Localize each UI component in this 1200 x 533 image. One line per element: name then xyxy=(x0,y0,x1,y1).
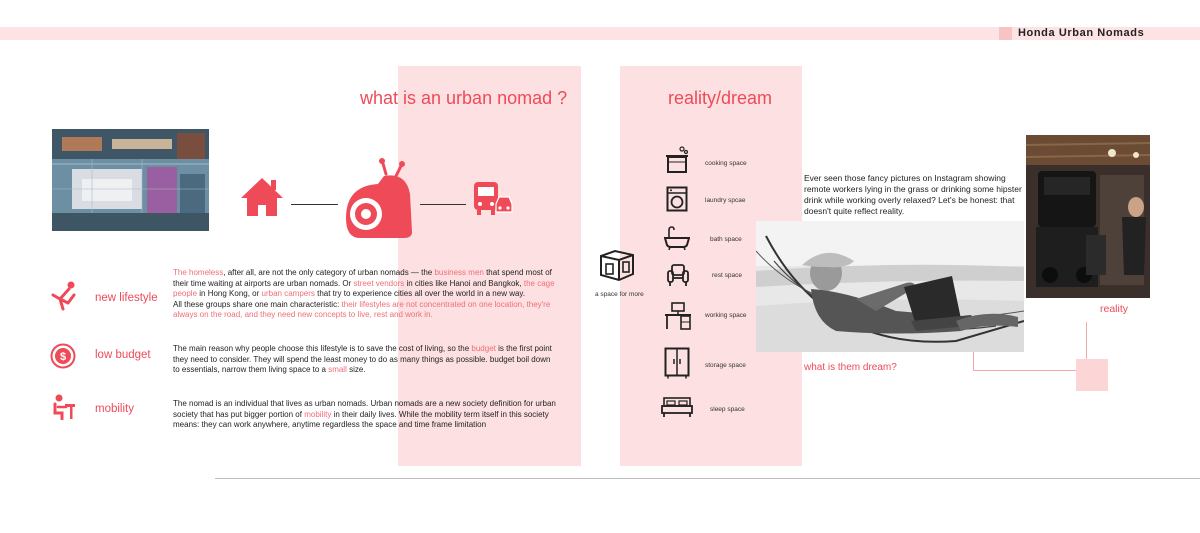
highlight-street-vendors: street vendors xyxy=(353,278,405,288)
highlight-homeless: The homeless xyxy=(173,268,224,277)
space-label-storage: storage space xyxy=(705,362,746,369)
space-label-bath: bath space xyxy=(710,236,742,243)
paragraph-text: that try to experience cities all over the world in a new way. xyxy=(314,289,526,298)
bottom-rule xyxy=(215,478,1200,479)
connector-vertical xyxy=(1086,322,1087,364)
highlight-cage-people: the cage people xyxy=(173,278,555,298)
stretching-person-icon xyxy=(50,281,78,311)
modular-space-icon xyxy=(597,248,637,284)
highlight-business-men: business men xyxy=(434,268,484,277)
bus-car-icon xyxy=(472,180,514,218)
decor-square xyxy=(1076,359,1108,391)
brand-title: Honda Urban Nomads xyxy=(1018,27,1145,39)
paragraph-text: , after all, are not the only category of urban nomads — the xyxy=(223,268,435,277)
paragraph-text: in Hong Kong, or xyxy=(197,289,262,298)
snail-icon xyxy=(344,158,416,240)
van-reality-photo xyxy=(1026,135,1150,298)
space-label-laundry: laundry spcae xyxy=(705,197,746,204)
paragraph-text: in their daily lives. While the mobility term itself in this society means: they can work anywhere, anytime regardless the space and time frame limitation xyxy=(173,409,549,429)
house-icon xyxy=(240,177,284,217)
washing-machine-icon xyxy=(666,186,688,212)
highlight-mobility: mobility xyxy=(304,409,332,419)
connector-line-right xyxy=(420,204,466,205)
space-label-sleep: sleep space xyxy=(710,406,745,413)
coin-budget-icon xyxy=(50,343,76,369)
paragraph-text: is the first point they need to consider. They will spend the least money to do as many things as possible. budget boil down to essentials, narrow them living space to a xyxy=(173,344,552,374)
paragraph-text: The main reason why people choose this lifestyle is to save the cost of living, so the xyxy=(173,344,472,353)
paragraph-text: The nomad is an individual that lives as urban nomads. Urban nomads are a new society definition for urban society that has put bigger portion of xyxy=(173,399,556,419)
dream-caption: what is them dream? xyxy=(804,362,897,373)
desk-icon xyxy=(664,302,692,330)
brand-marker xyxy=(999,27,1012,40)
space-label-working: working space xyxy=(705,312,747,319)
wardrobe-icon xyxy=(664,347,690,379)
highlight-budget: budget xyxy=(471,344,496,353)
hammock-dream-photo xyxy=(756,221,1024,352)
dream-description: Ever seen those fancy pictures on Instagram showing remote workers lying in the grass or drinking some hipster drink while working overly relaxed? Let's be honest: that doesn't quite reflect reality. xyxy=(804,173,1022,216)
bed-icon xyxy=(661,396,693,418)
cooking-pot-icon xyxy=(664,146,690,174)
paragraph-urban-nomad-groups xyxy=(173,268,558,321)
connector-line-left xyxy=(291,204,338,205)
space-for-more-label: a space for more xyxy=(595,291,644,298)
bathtub-icon xyxy=(664,226,690,250)
paragraph-text: that spend most of their time waiting at airports are urban nomads. Or xyxy=(173,268,552,288)
feature-label-new-lifestyle: new lifestyle xyxy=(95,292,158,304)
highlight-urban-campers: urban campers xyxy=(261,289,315,298)
paragraph-text: in cities like Hanoi and Bangkok, xyxy=(404,278,524,288)
feature-label-mobility: mobility xyxy=(95,403,134,415)
paragraph-text: All these groups share one main characteristic: xyxy=(173,299,342,309)
connector-horizontal xyxy=(973,370,1076,371)
section-heading-reality-dream: reality/dream xyxy=(668,88,773,108)
connector-vertical-short xyxy=(973,352,974,370)
space-label-rest: rest space xyxy=(712,272,742,279)
svg-text:$: $ xyxy=(59,351,67,363)
reality-caption: reality xyxy=(1100,303,1129,315)
feature-label-low-budget: low budget xyxy=(95,349,151,361)
paragraph-mobility xyxy=(173,399,558,431)
cage-home-photo xyxy=(52,129,209,231)
paragraph-budget xyxy=(173,344,558,376)
person-at-desk-icon xyxy=(50,394,76,420)
armchair-icon xyxy=(667,263,689,287)
space-label-cooking: cooking space xyxy=(705,160,747,167)
highlight-small: small xyxy=(328,365,347,374)
paragraph-text: size. xyxy=(346,365,366,374)
section-heading-urban-nomad: what is an urban nomad ? xyxy=(360,88,568,108)
highlight-lifestyles: their lifestyles are not concentrated on one location, they're always on the road, and they need new concepts to live, rest and work in. xyxy=(173,299,551,319)
